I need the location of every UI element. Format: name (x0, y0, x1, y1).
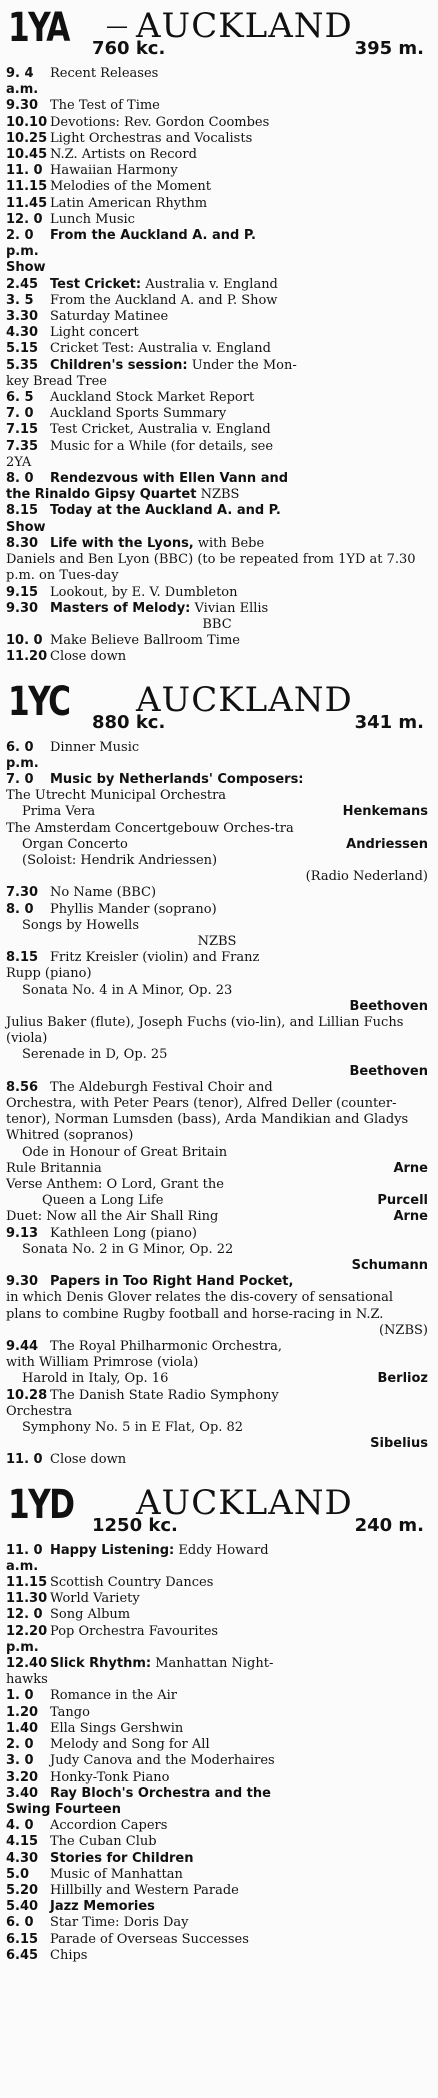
programme-time: 4.30 (6, 325, 39, 341)
programme-time: 9.30 (6, 1274, 39, 1290)
programme-entry (6, 1915, 432, 1931)
programme-entry (6, 1932, 432, 1948)
programme-entry (6, 358, 432, 374)
programme-work: Verse Anthem: O Lord, Grant the (6, 1177, 224, 1192)
programme-time: 7. 0 (6, 771, 34, 787)
work-title: Prima Vera (22, 804, 96, 820)
programme-title: World Variety (50, 1591, 140, 1607)
work-composer: Andriessen (346, 836, 428, 852)
programme-source: NZBS (196, 487, 240, 503)
station-frequency: 760 kc. (92, 38, 166, 59)
programme-entry (6, 277, 432, 293)
programme-time: 5.40 (6, 1899, 39, 1915)
programme-title (50, 601, 428, 617)
programme-title: Latin American Rhythm (50, 195, 208, 211)
programme-time: 6. 0 p.m. (6, 739, 39, 771)
continuation-text: Swing Fourteen (6, 1801, 121, 1817)
programme-time: 4.15 (6, 1834, 39, 1850)
programme-time: 7.35 (6, 438, 39, 454)
programme-entry (6, 1624, 432, 1656)
continuation-text: 2YA (6, 454, 32, 470)
programme-list (6, 66, 432, 666)
programme-entry (6, 1339, 432, 1355)
programme-title-rest: Under the Mon- (187, 357, 297, 373)
programme-title: From the Auckland A. and P. (50, 228, 256, 244)
programme-time: 3. 5 (6, 292, 34, 308)
programme-entry (6, 585, 432, 601)
programme-detail: Rupp (piano) (6, 966, 92, 982)
programme-continuation (6, 552, 432, 584)
programme-entry (6, 1543, 432, 1575)
programme-time: 3.30 (6, 309, 39, 325)
programme-entry (6, 196, 432, 212)
programme-work: Symphony No. 5 in E Flat, Op. 82 (22, 1420, 244, 1436)
programme-detail: The Amsterdam Concertgebouw Orches-tra (6, 820, 294, 836)
programme-list (6, 1543, 432, 1964)
station-callsign: 1YC (8, 678, 70, 725)
programme-entry (6, 439, 432, 455)
programme-entry (6, 98, 432, 114)
programme-time: 1.40 (6, 1720, 39, 1736)
programme-time: 6. 5 (6, 390, 34, 406)
programme-work (6, 1209, 432, 1225)
programme-title: Ella Sings Gershwin (50, 1720, 184, 1736)
programme-time: 8. 0 (6, 901, 34, 917)
programme-time: 5.35 (6, 357, 39, 373)
work-title: Rule Britannia (6, 1160, 102, 1176)
station-city: AUCKLAND (136, 679, 353, 720)
programme-entry (6, 1607, 432, 1623)
programme-title: Phyllis Mander (soprano) (50, 901, 217, 917)
programme-title: Judy Canova and the Moderhaires (50, 1753, 275, 1769)
programme-time: 2. 0 (6, 1737, 34, 1753)
station-callsign: 1YD (8, 1481, 74, 1528)
programme-title: From the Auckland A. and P. Show (50, 292, 278, 308)
continuation-text: key Bread Tree (6, 373, 107, 389)
programme-entry (6, 1948, 432, 1964)
work-composer: Beethoven (349, 1063, 428, 1079)
programme-time: 8.15 (6, 503, 39, 519)
programme-time: 8.56 (6, 1079, 39, 1095)
station-city: AUCKLAND (136, 1482, 353, 1523)
programme-time: 3.40 (6, 1785, 39, 1801)
programme-entry (6, 66, 432, 98)
programme-entry (6, 1786, 432, 1802)
programme-title: The Aldeburgh Festival Choir and (50, 1079, 273, 1095)
work-composer: Sibelius (370, 1436, 428, 1452)
station-header (6, 680, 432, 740)
programme-entry (6, 1656, 432, 1672)
programme-title: Chips (50, 1947, 88, 1963)
station-wavelength: 240 m. (354, 1514, 424, 1536)
programme-time: 9.44 (6, 1339, 39, 1355)
programme-title: Test Cricket, Australia v. England (50, 422, 271, 438)
programme-title: The Cuban Club (50, 1834, 157, 1850)
programme-time: 11.45 (6, 195, 48, 211)
programme-time: 11.30 (6, 1591, 48, 1607)
programme-work: Sonata No. 2 in G Minor, Op. 22 (22, 1241, 234, 1257)
programme-detail: with William Primrose (viola) (6, 1355, 199, 1371)
programme-entry (6, 1080, 432, 1096)
programme-title: Ray Bloch's Orchestra and the (50, 1785, 271, 1801)
programme-entry (6, 212, 432, 228)
programme-entry (6, 131, 432, 147)
programme-title: Hillbilly and Western Parade (50, 1882, 239, 1898)
programme-time: 6.45 (6, 1947, 39, 1963)
programme-title (50, 358, 428, 374)
programme-time: 10. 0 (6, 633, 43, 649)
programme-time: 9.15 (6, 584, 39, 600)
programme-work (6, 1193, 432, 1209)
programme-title: The Royal Philharmonic Orchestra, (50, 1339, 282, 1355)
programme-time: 5.20 (6, 1882, 39, 1898)
programme-time: 12. 0 (6, 1607, 43, 1623)
programme-title: Melodies of the Moment (50, 179, 211, 195)
programme-title: Pop Orchestra Favourites (50, 1623, 219, 1639)
station-header (6, 1483, 432, 1543)
work-composer: Henkemans (342, 804, 428, 820)
programme-entry (6, 1753, 432, 1769)
programme-entry (6, 649, 432, 665)
work-title: Duet: Now all the Air Shall Ring (6, 1209, 219, 1225)
programme-title: Stories for Children (50, 1850, 194, 1866)
programme-list (6, 740, 432, 1469)
programme-time: 4. 0 (6, 1818, 34, 1834)
programme-continuation (6, 1802, 432, 1818)
programme-work (6, 837, 432, 853)
programme-title-bold: Children's session: (50, 357, 188, 373)
programme-work: Serenade in D, Op. 25 (22, 1047, 168, 1063)
programme-entry (6, 1226, 432, 1242)
programme-title: Close down (50, 1452, 127, 1468)
programme-title: Lookout, by E. V. Dumbleton (50, 584, 238, 600)
programme-entry (6, 471, 432, 487)
programme-title: Auckland Stock Market Report (50, 390, 255, 406)
programme-entry (6, 503, 432, 519)
programme-title: Song Album (50, 1607, 131, 1623)
programme-entry (6, 390, 432, 406)
station-wavelength: 341 m. (354, 711, 424, 733)
programme-time: 9.30 (6, 98, 39, 114)
programme-entry (6, 1867, 432, 1883)
programme-title-rest: Manhattan Night- (151, 1656, 274, 1672)
programme-entry (6, 536, 432, 552)
programme-entry (6, 633, 432, 649)
programme-time: 10.25 (6, 130, 48, 146)
programme-time: 10.28 (6, 1387, 48, 1403)
programme-work (6, 1161, 432, 1177)
programme-entry (6, 1883, 432, 1899)
programme-entry (6, 1737, 432, 1753)
programme-work (6, 1371, 432, 1387)
programme-entry (6, 885, 432, 901)
programme-title-bold: Slick Rhythm: (50, 1656, 152, 1672)
programme-title: Light concert (50, 325, 139, 341)
programme-time: 9.13 (6, 1225, 39, 1241)
programme-time: 6.15 (6, 1931, 39, 1947)
programme-title: The Test of Time (50, 98, 160, 114)
programme-time: 11. 0 (6, 1452, 43, 1468)
programme-time: 8. 0 (6, 471, 34, 487)
programme-entry (6, 1851, 432, 1867)
programme-time: 10.10 (6, 114, 48, 130)
programme-entry (6, 1591, 432, 1607)
programme-source: NZBS (197, 933, 237, 949)
programme-source: BBC (202, 616, 232, 632)
programme-continuation (6, 520, 432, 536)
work-title: Harold in Italy, Op. 16 (22, 1371, 169, 1387)
station-frequency: 1250 kc. (92, 1514, 178, 1536)
programme-work: Ode in Honour of Great Britain (22, 1144, 228, 1160)
programme-time: 4.30 (6, 1850, 39, 1866)
programme-detail: in which Denis Glover relates the dis-covery of sensational plans to combine Rugby football and horse-racing in N.Z. (6, 1290, 394, 1322)
programme-time: 5.0 (6, 1866, 30, 1882)
programme-entry (6, 1899, 432, 1915)
programme-source: (Radio Nederland) (305, 869, 428, 885)
programme-time: 8.30 (6, 535, 39, 551)
programme-title (50, 536, 428, 552)
programme-title-bold: Test Cricket: (50, 276, 142, 292)
programme-time: 6. 0 (6, 1915, 34, 1931)
programme-title: Hawaiian Harmony (50, 163, 178, 179)
programme-time: 2.45 (6, 276, 39, 292)
programme-title: Star Time: Doris Day (50, 1915, 189, 1931)
programme-entry (6, 1388, 432, 1404)
station-callsign: 1YA (8, 5, 69, 51)
station-1yd (6, 1483, 432, 1964)
programme-time: 8.15 (6, 950, 39, 966)
programme-entry (6, 293, 432, 309)
programme-work: Sonata No. 4 in A Minor, Op. 23 (22, 982, 233, 998)
programme-entry (6, 1721, 432, 1737)
programme-time: 2. 0 p.m. (6, 228, 39, 260)
programme-time: 11.15 (6, 179, 48, 195)
programme-title: Fritz Kreisler (violin) and Franz (50, 950, 260, 966)
programme-continuation (6, 487, 432, 503)
programme-title: Lunch Music (50, 211, 135, 227)
work-title: Queen a Long Life (42, 1193, 164, 1209)
programme-title: Close down (50, 649, 127, 665)
programme-entry (6, 406, 432, 422)
programme-entry (6, 422, 432, 438)
programme-entry (6, 1834, 432, 1850)
continuation-text: Daniels and Ben Lyon (BBC) (to be repeated from 1YD at 7.30 p.m. on Tues-day (6, 552, 416, 584)
programme-detail: The Utrecht Municipal Orchestra (6, 788, 227, 804)
programme-title: Make Believe Ballroom Time (50, 633, 240, 649)
programme-time: 1. 0 (6, 1688, 34, 1704)
continuation-text: hawks (6, 1672, 48, 1688)
programme-time: 12.40 (6, 1656, 48, 1672)
programme-title: Cricket Test: Australia v. England (50, 341, 271, 357)
programme-time: 3.20 (6, 1769, 39, 1785)
programme-continuation (6, 260, 432, 276)
programme-title: No Name (BBC) (50, 885, 157, 901)
programme-title: The Danish State Radio Symphony (50, 1387, 279, 1403)
programme-title: Romance in the Air (50, 1688, 178, 1704)
programme-entry (6, 1770, 432, 1786)
programme-work (6, 804, 432, 820)
programme-title: Rendezvous with Ellen Vann and (50, 471, 289, 487)
programme-detail: Orchestra (6, 1403, 73, 1419)
programme-time: 11.15 (6, 1575, 48, 1591)
programme-title: Music of Manhattan (50, 1866, 183, 1882)
work-title: Organ Concerto (22, 836, 128, 852)
programme-title: Recent Releases (50, 66, 159, 81)
station-wavelength: 395 m. (354, 38, 424, 59)
programme-entry (6, 309, 432, 325)
programme-entry (6, 772, 432, 788)
station-city: AUCKLAND (136, 6, 353, 46)
programme-entry (6, 601, 432, 617)
programme-title-rest: Vivian Ellis (190, 600, 269, 616)
programme-title-bold: Happy Listening: (50, 1542, 175, 1558)
programme-entry (6, 228, 432, 260)
programme-time: 10.45 (6, 147, 48, 163)
programme-entry (6, 740, 432, 772)
programme-entry (6, 1575, 432, 1591)
programme-time: 11. 0 a.m. (6, 1542, 43, 1574)
programme-title: Auckland Sports Summary (50, 406, 227, 422)
programme-entry (6, 1705, 432, 1721)
programme-title: Melody and Song for All (50, 1737, 210, 1753)
work-composer: Beethoven (349, 998, 428, 1014)
programme-title: Jazz Memories (50, 1899, 155, 1915)
programme-title: Light Orchestras and Vocalists (50, 130, 253, 146)
station-1yc (6, 680, 432, 1469)
programme-title: Today at the Auckland A. and P. (50, 503, 281, 519)
programme-entry (6, 115, 432, 131)
work-composer: Arne (393, 1209, 428, 1225)
programme-entry (6, 950, 432, 966)
programme-title: Honky-Tonk Piano (50, 1769, 170, 1785)
programme-time: 5.15 (6, 341, 39, 357)
programme-continuation (6, 455, 432, 471)
programme-title (50, 1543, 428, 1575)
header-dash: — (106, 14, 128, 39)
programme-detail: Songs by Howells (22, 917, 139, 933)
programme-continuation (6, 374, 432, 390)
programme-entry (6, 1818, 432, 1834)
programme-title: Kathleen Long (piano) (50, 1225, 197, 1241)
programme-title-bold: Masters of Melody: (50, 600, 191, 616)
continuation-text: Show (6, 519, 46, 535)
continuation-text: Show (6, 260, 46, 276)
programme-entry (6, 179, 432, 195)
programme-time: 7. 0 (6, 406, 34, 422)
continuation-text: the Rinaldo Gipsy Quartet (6, 487, 197, 503)
programme-title: Scottish Country Dances (50, 1575, 214, 1591)
programme-title-bold: Life with the Lyons, (50, 535, 194, 551)
programme-title: Devotions: Rev. Gordon Coombes (50, 114, 270, 130)
programme-source: (NZBS) (378, 1322, 428, 1338)
programme-time: 7.15 (6, 422, 39, 438)
work-composer: Purcell (377, 1193, 428, 1209)
programme-entry (6, 902, 432, 918)
programme-time: 1.20 (6, 1704, 39, 1720)
programme-title: Parade of Overseas Successes (50, 1931, 249, 1947)
programme-entry (6, 325, 432, 341)
programme-time: 12.20 p.m. (6, 1623, 48, 1655)
programme-title: Tango (50, 1704, 90, 1720)
programme-entry (6, 163, 432, 179)
programme-continuation (6, 1672, 432, 1688)
programme-time: 12. 0 (6, 211, 43, 227)
programme-title: Papers in Too Right Hand Pocket, (50, 1274, 294, 1290)
programme-entry (6, 147, 432, 163)
programme-title (50, 1656, 428, 1672)
programme-title: Saturday Matinee (50, 309, 169, 325)
work-composer: Arne (393, 1160, 428, 1176)
programme-detail: Orchestra, with Peter Pears (tenor), Alfred Deller (counter-tenor), Norman Lumsden (bass), Arda Mandikian and Gladys Whitred (sopranos) (6, 1095, 409, 1144)
programme-title-rest: Eddy Howard (174, 1542, 269, 1558)
programme-title-rest: with Bebe (193, 535, 265, 551)
programme-title-rest: Australia v. England (141, 276, 278, 292)
work-composer: Berlioz (377, 1371, 428, 1387)
programme-title: Accordion Capers (50, 1818, 168, 1834)
programme-title: N.Z. Artists on Record (50, 147, 197, 163)
programme-entry (6, 1274, 432, 1290)
programme-title: Music by Netherlands' Composers: (50, 771, 304, 787)
programme-title: Music for a While (for details, see (50, 438, 274, 454)
programme-time: 11.20 (6, 649, 48, 665)
programme-time: 7.30 (6, 885, 39, 901)
station-1ya (6, 6, 432, 666)
programme-detail: (Soloist: Hendrik Andriessen) (22, 852, 218, 868)
programme-time: 3. 0 (6, 1753, 34, 1769)
station-frequency: 880 kc. (92, 711, 166, 733)
programme-title: Dinner Music (50, 739, 140, 755)
programme-time: 11. 0 (6, 163, 43, 179)
station-header (6, 6, 432, 66)
programme-time: 9. 4 a.m. (6, 66, 39, 98)
programme-entry (6, 1688, 432, 1704)
programme-detail: Julius Baker (flute), Joseph Fuchs (vio-lin), and Lillian Fuchs (viola) (6, 1014, 404, 1047)
programme-title (50, 277, 428, 293)
programme-entry (6, 1452, 432, 1468)
work-composer: Schumann (351, 1258, 428, 1274)
programme-time: 9.30 (6, 600, 39, 616)
programme-entry (6, 341, 432, 357)
